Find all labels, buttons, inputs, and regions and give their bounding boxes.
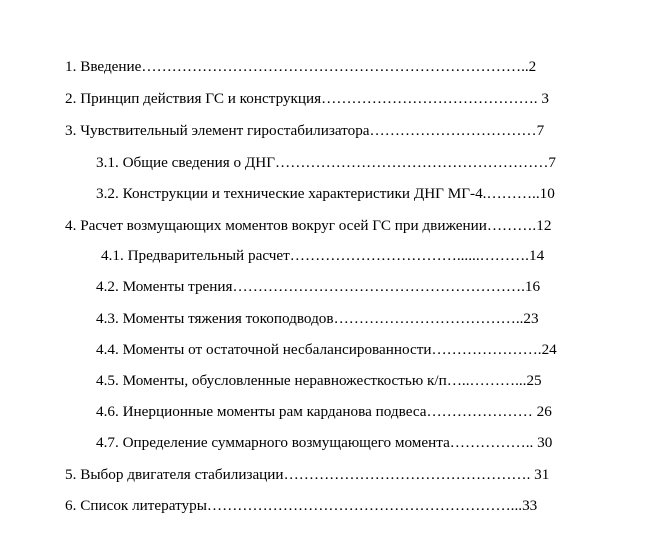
toc-entry-references: 6. Список литературы……………………………………………………...33	[65, 497, 538, 514]
toc-entry-current-lead-moments: 4.3. Моменты тяжения токоподводов………………………………..23	[96, 310, 539, 327]
toc-entry-sensitive-element: 3. Чувствительный элемент гиростабилизатора……………………………7	[65, 122, 545, 139]
toc-entry-general-info: 3.1. Общие сведения о ДНГ………………………………………………7	[96, 154, 556, 171]
toc-entry-motor-selection: 5. Выбор двигателя стабилизации…………………………………………. 31	[65, 466, 550, 483]
toc-entry-introduction: 1. Введение…………………………………………………………………..2	[65, 58, 537, 75]
toc-entry-anisoelasticity-moments: 4.5. Моменты, обусловленные неравножесткостью к/п…..………...25	[96, 372, 542, 389]
toc-entry-friction-moments: 4.2. Моменты трения………………………………………………….16	[96, 278, 541, 295]
toc-entry-preliminary-calc: 4.1. Предварительный расчет……………………………......……….14	[101, 247, 545, 264]
toc-entry-inertial-moments: 4.6. Инерционные моменты рам карданова подвеса………………… 26	[96, 403, 552, 420]
toc-entry-principle: 2. Принцип действия ГС и конструкция……………………………………. 3	[65, 90, 549, 107]
toc-entry-disturbing-moments: 4. Расчет возмущающих моментов вокруг осей ГС при движении……….12	[65, 217, 552, 234]
toc-entry-total-moment: 4.7. Определение суммарного возмущающего момента…………….. 30	[96, 434, 553, 451]
toc-entry-designs: 3.2. Конструкции и технические характеристики ДНГ МГ-4.………..10	[96, 185, 555, 202]
toc-entry-imbalance-moments: 4.4. Моменты от остаточной несбалансированности………………….24	[96, 341, 557, 358]
